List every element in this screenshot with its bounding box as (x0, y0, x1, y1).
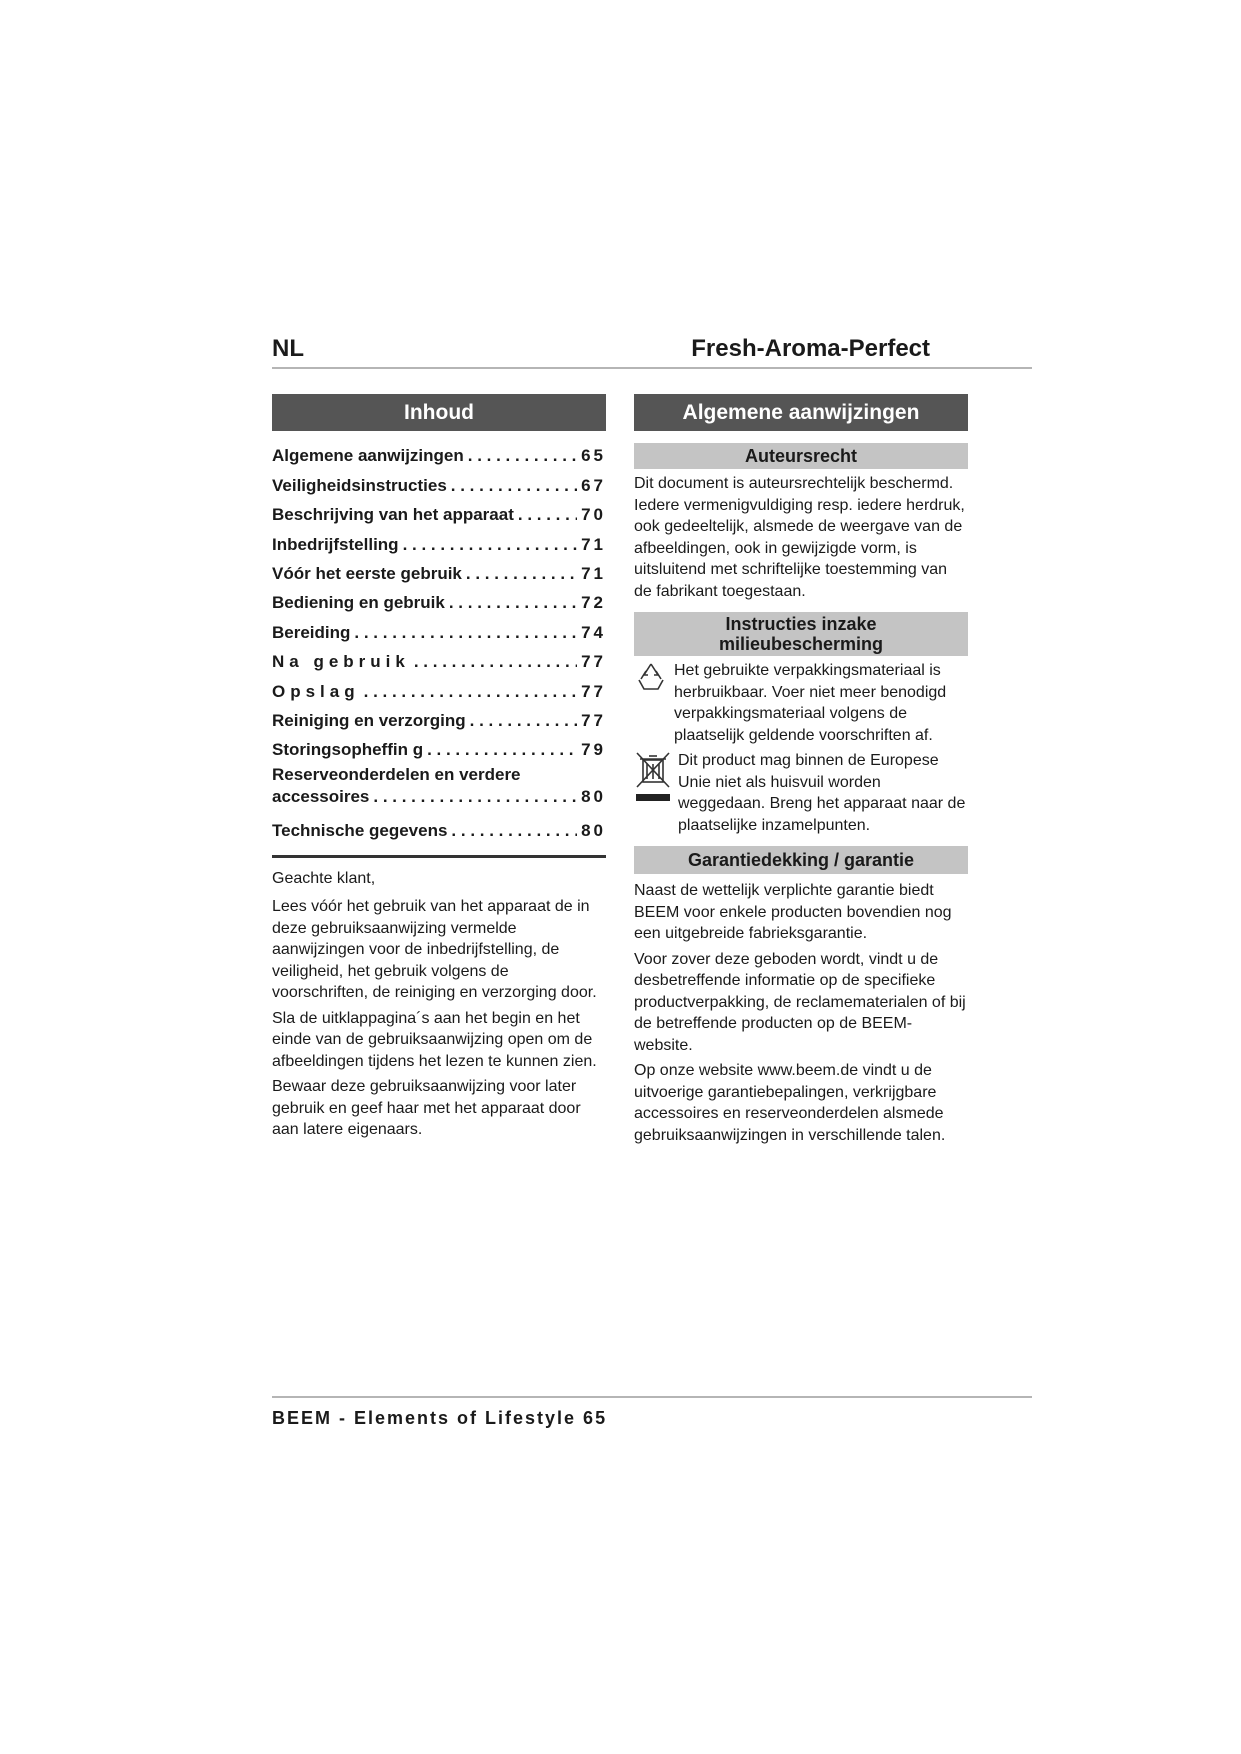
copyright-heading: Auteursrecht (634, 443, 968, 469)
toc-item[interactable]: Vóór het eerste gebruik . . . 71 (272, 555, 606, 584)
toc-item[interactable]: Reserveonderdelen en verdere accessoires . . . 80 (272, 760, 606, 811)
toc-item[interactable]: Storingsopheffin g . . . 79 (272, 731, 606, 760)
warranty-paragraph: Voor zover deze geboden wordt, vindt u de desbetreffende informatie op de specifieke productverpakking, de reclamematerialen of bij de betreffende producten op de BEEM-website. (634, 950, 966, 1054)
right-column (634, 394, 968, 1150)
page-footer: BEEM - Elements of Lifestyle 65 (272, 1408, 608, 1428)
copyright-text: Dit document is auteursrechtelijk beschermd. Iedere vermenigvuldiging resp. iedere herdruk, ook gedeeltelijk, alsmede de weergave van de afbeeldingen, ook in gewijzigde vorm, is uitsluitend met schriftelijke toestemming van de fabrikant toegestaan. (634, 475, 965, 600)
product-title: Fresh-Aroma-Perfect (691, 335, 930, 362)
toc-item[interactable]: Algemene aanwijzingen . . . 65 (272, 437, 606, 466)
toc-item[interactable]: Reiniging en verzorging . . . 77 (272, 702, 606, 731)
weee-text: Dit product mag binnen de Europese Unie niet als huisvuil worden weggedaan. Breng het apparaat naar de plaatselijke inzamelpunten. (678, 752, 966, 834)
toc-item[interactable]: Inbedrijfstelling . . . 71 (272, 525, 606, 554)
toc-heading: Inhoud (272, 394, 606, 431)
language-code: NL (272, 335, 304, 362)
weee-note (634, 750, 968, 836)
letter-paragraph: Bewaar deze gebruiksaanwijzing voor later gebruik en geef haar met het apparaat door aan latere eigenaars. (272, 1078, 581, 1139)
recycle-text: Het gebruikte verpakkingsmateriaal is herbruikbaar. Voer niet meer benodigd verpakkingsmateriaal volgens de plaatselijk geldende voorschriften af. (674, 662, 947, 744)
warranty-paragraph: Op onze website www.beem.de vindt u de uitvoerige garantiebepalingen, verkrijgbare accessoires en reserveonderdelen alsmede gebruiksaanwijzingen in verschillende talen. (634, 1062, 946, 1144)
section-heading: Algemene aanwijzingen (634, 394, 968, 431)
toc-item[interactable]: Beschrijving van het apparaat . . . 70 (272, 496, 606, 525)
footer-rule (272, 1396, 1032, 1398)
toc-item[interactable]: Bereiding . . . 74 (272, 613, 606, 642)
toc-item[interactable]: Opslag . . . 77 (272, 672, 606, 701)
warranty-text (634, 880, 968, 1146)
warranty-heading: Garantiedekking / garantie (634, 846, 968, 874)
toc-item[interactable]: Technische gegevens . . . 80 (272, 811, 606, 840)
toc-item[interactable]: Na gebruik . . . 77 (272, 643, 606, 672)
header-rule (272, 367, 1032, 369)
left-column (272, 394, 606, 1145)
warranty-paragraph: Naast de wettelijk verplichte garantie biedt BEEM voor enkele producten bovendien nog een uitgebreide fabrieksgarantie. (634, 882, 952, 942)
toc-divider (272, 855, 606, 858)
toc-item[interactable]: Veiligheidsinstructies . . . 67 (272, 466, 606, 495)
letter-paragraph: Lees vóór het gebruik van het apparaat de in deze gebruiksaanwijzing vermelde aanwijzingen voor de inbedrijfstelling, de veiligheid, het gebruik volgens de voorschriften, de reiniging en verzorging door. (272, 898, 597, 1002)
greeting: Geachte klant, (272, 869, 376, 887)
letter (272, 868, 606, 1141)
letter-paragraph: Sla de uitklappagina´s aan het begin en het einde van de gebruiksaanwijzing open om de afbeeldingen tijdens het lezen te kunnen zien. (272, 1009, 597, 1070)
crossed-bin-icon (634, 750, 672, 811)
recycle-icon (634, 660, 668, 699)
recycle-note (634, 660, 968, 746)
toc-item[interactable]: Bediening en gebruik . . . 72 (272, 584, 606, 613)
environment-heading: Instructies inzake milieubescherming (634, 612, 968, 656)
toc-list (272, 437, 606, 841)
